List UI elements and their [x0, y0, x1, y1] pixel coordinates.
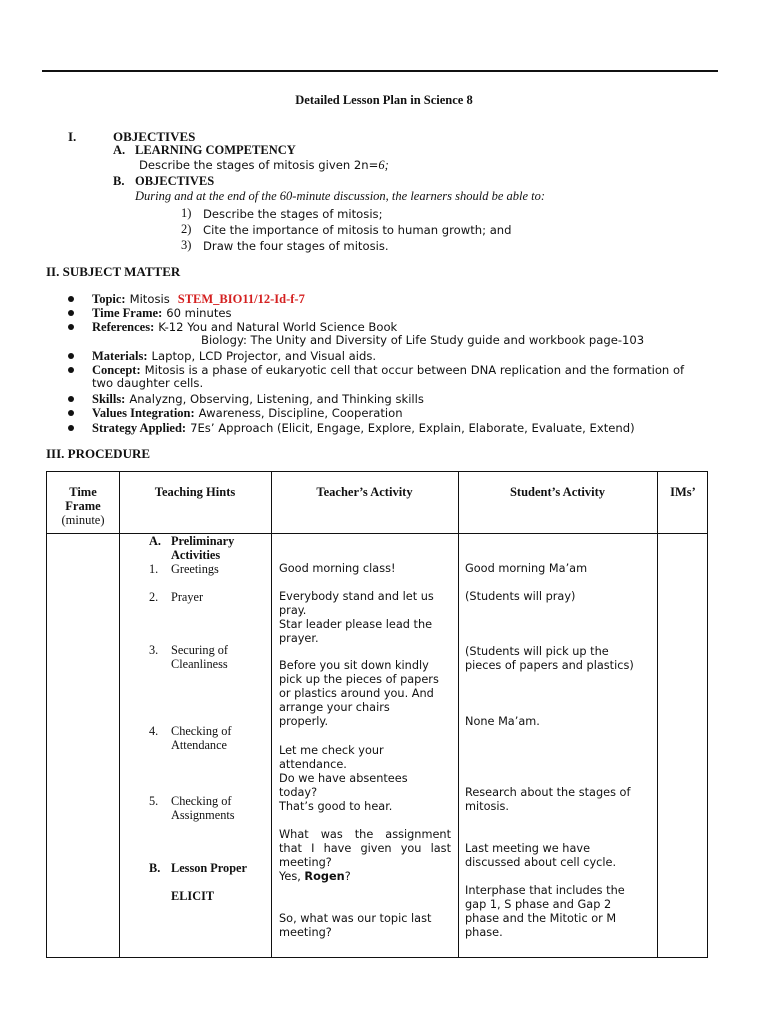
materials-label: Materials:: [92, 349, 148, 363]
hint-b-text: Lesson Proper: [171, 861, 247, 875]
student-line: phase and the Mitotic or M: [465, 912, 617, 925]
hint-item: Greetings: [171, 562, 219, 576]
student-line: Research about the stages of: [465, 786, 631, 799]
hint-a-line: Activities: [171, 548, 221, 562]
section-2-heading: II. SUBJECT MATTER: [46, 264, 181, 279]
student-line: phase.: [465, 926, 503, 939]
teacher-line: Do we have absentees: [279, 772, 408, 785]
references-label: References:: [92, 320, 155, 334]
student-name: Rogen: [304, 870, 345, 883]
values-label: Values Integration:: [92, 406, 195, 420]
topic-value: Mitosis: [129, 292, 170, 306]
time-frame-value: 60 minutes: [166, 306, 232, 320]
col-header-time-line: Time: [69, 485, 97, 499]
hint-a-text: [171, 534, 234, 562]
concept-label: Concept:: [92, 363, 141, 377]
objective-item: Draw the four stages of mitosis.: [203, 239, 389, 253]
hint-item: [171, 643, 228, 671]
concept-value: Mitosis is a phase of eukaryotic cell that occur between DNA replication and the formation of: [144, 363, 685, 377]
references-value-2: Biology: The Unity and Diversity of Life Study guide and workbook page-103: [201, 333, 645, 347]
concept-value-2: two daughter cells.: [92, 376, 204, 390]
hint-item-line: Attendance: [171, 738, 227, 752]
references-value: K-12 You and Natural World Science Book: [158, 320, 398, 334]
materials-value: Laptop, LCD Projector, and Visual aids.: [151, 349, 377, 363]
bullet: [68, 396, 74, 402]
subsection-a-heading: LEARNING COMPETENCY: [135, 143, 296, 157]
hint-item: Prayer: [171, 590, 204, 604]
teacher-block: [279, 659, 439, 729]
teacher-line: Good morning class!: [279, 562, 396, 575]
column-divider: [458, 472, 459, 957]
teacher-line: So, what was our topic last: [279, 912, 432, 925]
teacher-line: pick up the pieces of papers: [279, 673, 439, 686]
teacher-line: Let me check your: [279, 744, 384, 757]
procedure-table: [46, 471, 708, 958]
hint-number: 1.: [149, 562, 159, 576]
hint-a-label: A.: [149, 534, 161, 548]
teacher-line: Star leader please lead the: [279, 618, 433, 631]
student-line: discussed about cell cycle.: [465, 856, 617, 869]
teacher-line: prayer.: [279, 632, 319, 645]
hint-item: [171, 794, 235, 822]
teacher-line: that I have given you last: [279, 842, 451, 855]
student-line: mitosis.: [465, 800, 509, 813]
student-line: Interphase that includes the: [465, 884, 625, 897]
student-line: Last meeting we have: [465, 842, 591, 855]
student-block: [465, 645, 634, 673]
col-header-time: [47, 485, 119, 527]
hint-number: 2.: [149, 590, 159, 604]
teacher-line: attendance.: [279, 758, 347, 771]
section-1-heading: OBJECTIVES: [113, 129, 196, 144]
learning-competency: [139, 158, 389, 173]
teacher-block: [279, 828, 451, 884]
student-block: [465, 842, 616, 870]
objective-item: Describe the stages of mitosis;: [203, 207, 383, 221]
column-divider: [119, 472, 120, 957]
section-1-numeral: I.: [68, 129, 77, 144]
hint-item-line: Cleanliness: [171, 657, 228, 671]
hint-item: [171, 724, 231, 752]
hint-number: 3.: [149, 643, 159, 657]
hint-number: 5.: [149, 794, 159, 808]
hint-a-line: Preliminary: [171, 534, 235, 548]
topic-code: STEM_BIO11/12-Id-f-7: [177, 292, 305, 306]
time-frame-label: Time Frame:: [92, 306, 163, 320]
teacher-block: [279, 744, 408, 814]
student-block: [465, 884, 625, 940]
teacher-line: meeting?: [279, 926, 332, 939]
subsection-b-heading: OBJECTIVES: [135, 174, 215, 188]
hint-elicit: ELICIT: [171, 889, 215, 903]
hint-item-line: Checking of: [171, 794, 232, 808]
bullet: [68, 296, 74, 302]
student-block: [465, 786, 630, 814]
competency-italic: 6;: [378, 158, 389, 172]
teacher-line: or plastics around you. And: [279, 687, 434, 700]
bullet: [68, 310, 74, 316]
column-divider: [657, 472, 658, 957]
header-divider: [47, 533, 707, 534]
teacher-line: today?: [279, 786, 318, 799]
hint-item-line: Checking of: [171, 724, 232, 738]
topic-label: Topic:: [92, 292, 126, 306]
strategy-value: 7Es’ Approach (Elicit, Engage, Explore, Explain, Elaborate, Evaluate, Extend): [190, 421, 635, 435]
teacher-line: That’s good to hear.: [279, 800, 393, 813]
skills-label: Skills:: [92, 392, 126, 406]
col-header-teacher: Teacher’s Activity: [316, 485, 413, 499]
hint-item-line: Securing of: [171, 643, 229, 657]
hint-number: 4.: [149, 724, 159, 738]
teacher-line: properly.: [279, 715, 329, 728]
hint-item-line: Assignments: [171, 808, 235, 822]
student-line: (Students will pick up the: [465, 645, 609, 658]
competency-text: Describe the stages of mitosis given 2n=: [139, 158, 379, 172]
teacher-line: What was the assignment: [279, 828, 451, 841]
col-header-time-line: Frame: [65, 499, 101, 513]
objectives-intro: During and at the end of the 60-minute discussion, the learners should be able to:: [135, 189, 546, 203]
objective-number: 1): [181, 206, 192, 220]
teacher-block: [279, 590, 434, 646]
teacher-line: pray.: [279, 604, 307, 617]
bullet: [68, 410, 74, 416]
skills-value: Analyzng, Observing, Listening, and Thinking skills: [129, 392, 424, 406]
col-header-time-line: (minute): [61, 513, 105, 527]
subsection-b-label: B.: [113, 174, 125, 188]
teacher-line: arrange your chairs: [279, 701, 390, 714]
bullet: [68, 353, 74, 359]
objective-number: 2): [181, 222, 192, 236]
values-value: Awareness, Discipline, Cooperation: [198, 406, 403, 420]
student-line: pieces of papers and plastics): [465, 659, 634, 672]
student-line: None Ma’am.: [465, 715, 540, 728]
col-header-hints: Teaching Hints: [154, 485, 236, 499]
col-header-student: Student’s Activity: [509, 485, 606, 499]
hint-b-label: B.: [149, 861, 161, 875]
section-3-heading: III. PROCEDURE: [46, 446, 151, 461]
col-header-ims: IMs’: [670, 485, 696, 499]
objective-item: Cite the importance of mitosis to human growth; and: [203, 223, 512, 237]
teacher-text: Yes,: [279, 870, 301, 883]
strategy-label: Strategy Applied:: [92, 421, 187, 435]
column-divider: [271, 472, 272, 957]
strategy-line: [92, 419, 635, 437]
bullet: [68, 367, 74, 373]
bullet: [68, 425, 74, 431]
student-line: (Students will pray): [465, 590, 576, 603]
teacher-line: Everybody stand and let us: [279, 590, 434, 603]
teacher-text: ?: [344, 870, 351, 883]
bullet: [68, 324, 74, 330]
student-line: Good morning Ma’am: [465, 562, 588, 575]
subsection-a-label: A.: [113, 143, 126, 157]
top-rule: [42, 70, 718, 72]
teacher-block: [279, 912, 431, 940]
objective-number: 3): [181, 238, 192, 252]
document-title: Detailed Lesson Plan in Science 8: [295, 93, 473, 107]
teacher-line: Before you sit down kindly: [279, 659, 429, 672]
teacher-line: meeting?: [279, 856, 332, 869]
teacher-line: [279, 870, 451, 884]
student-line: gap 1, S phase and Gap 2: [465, 898, 612, 911]
